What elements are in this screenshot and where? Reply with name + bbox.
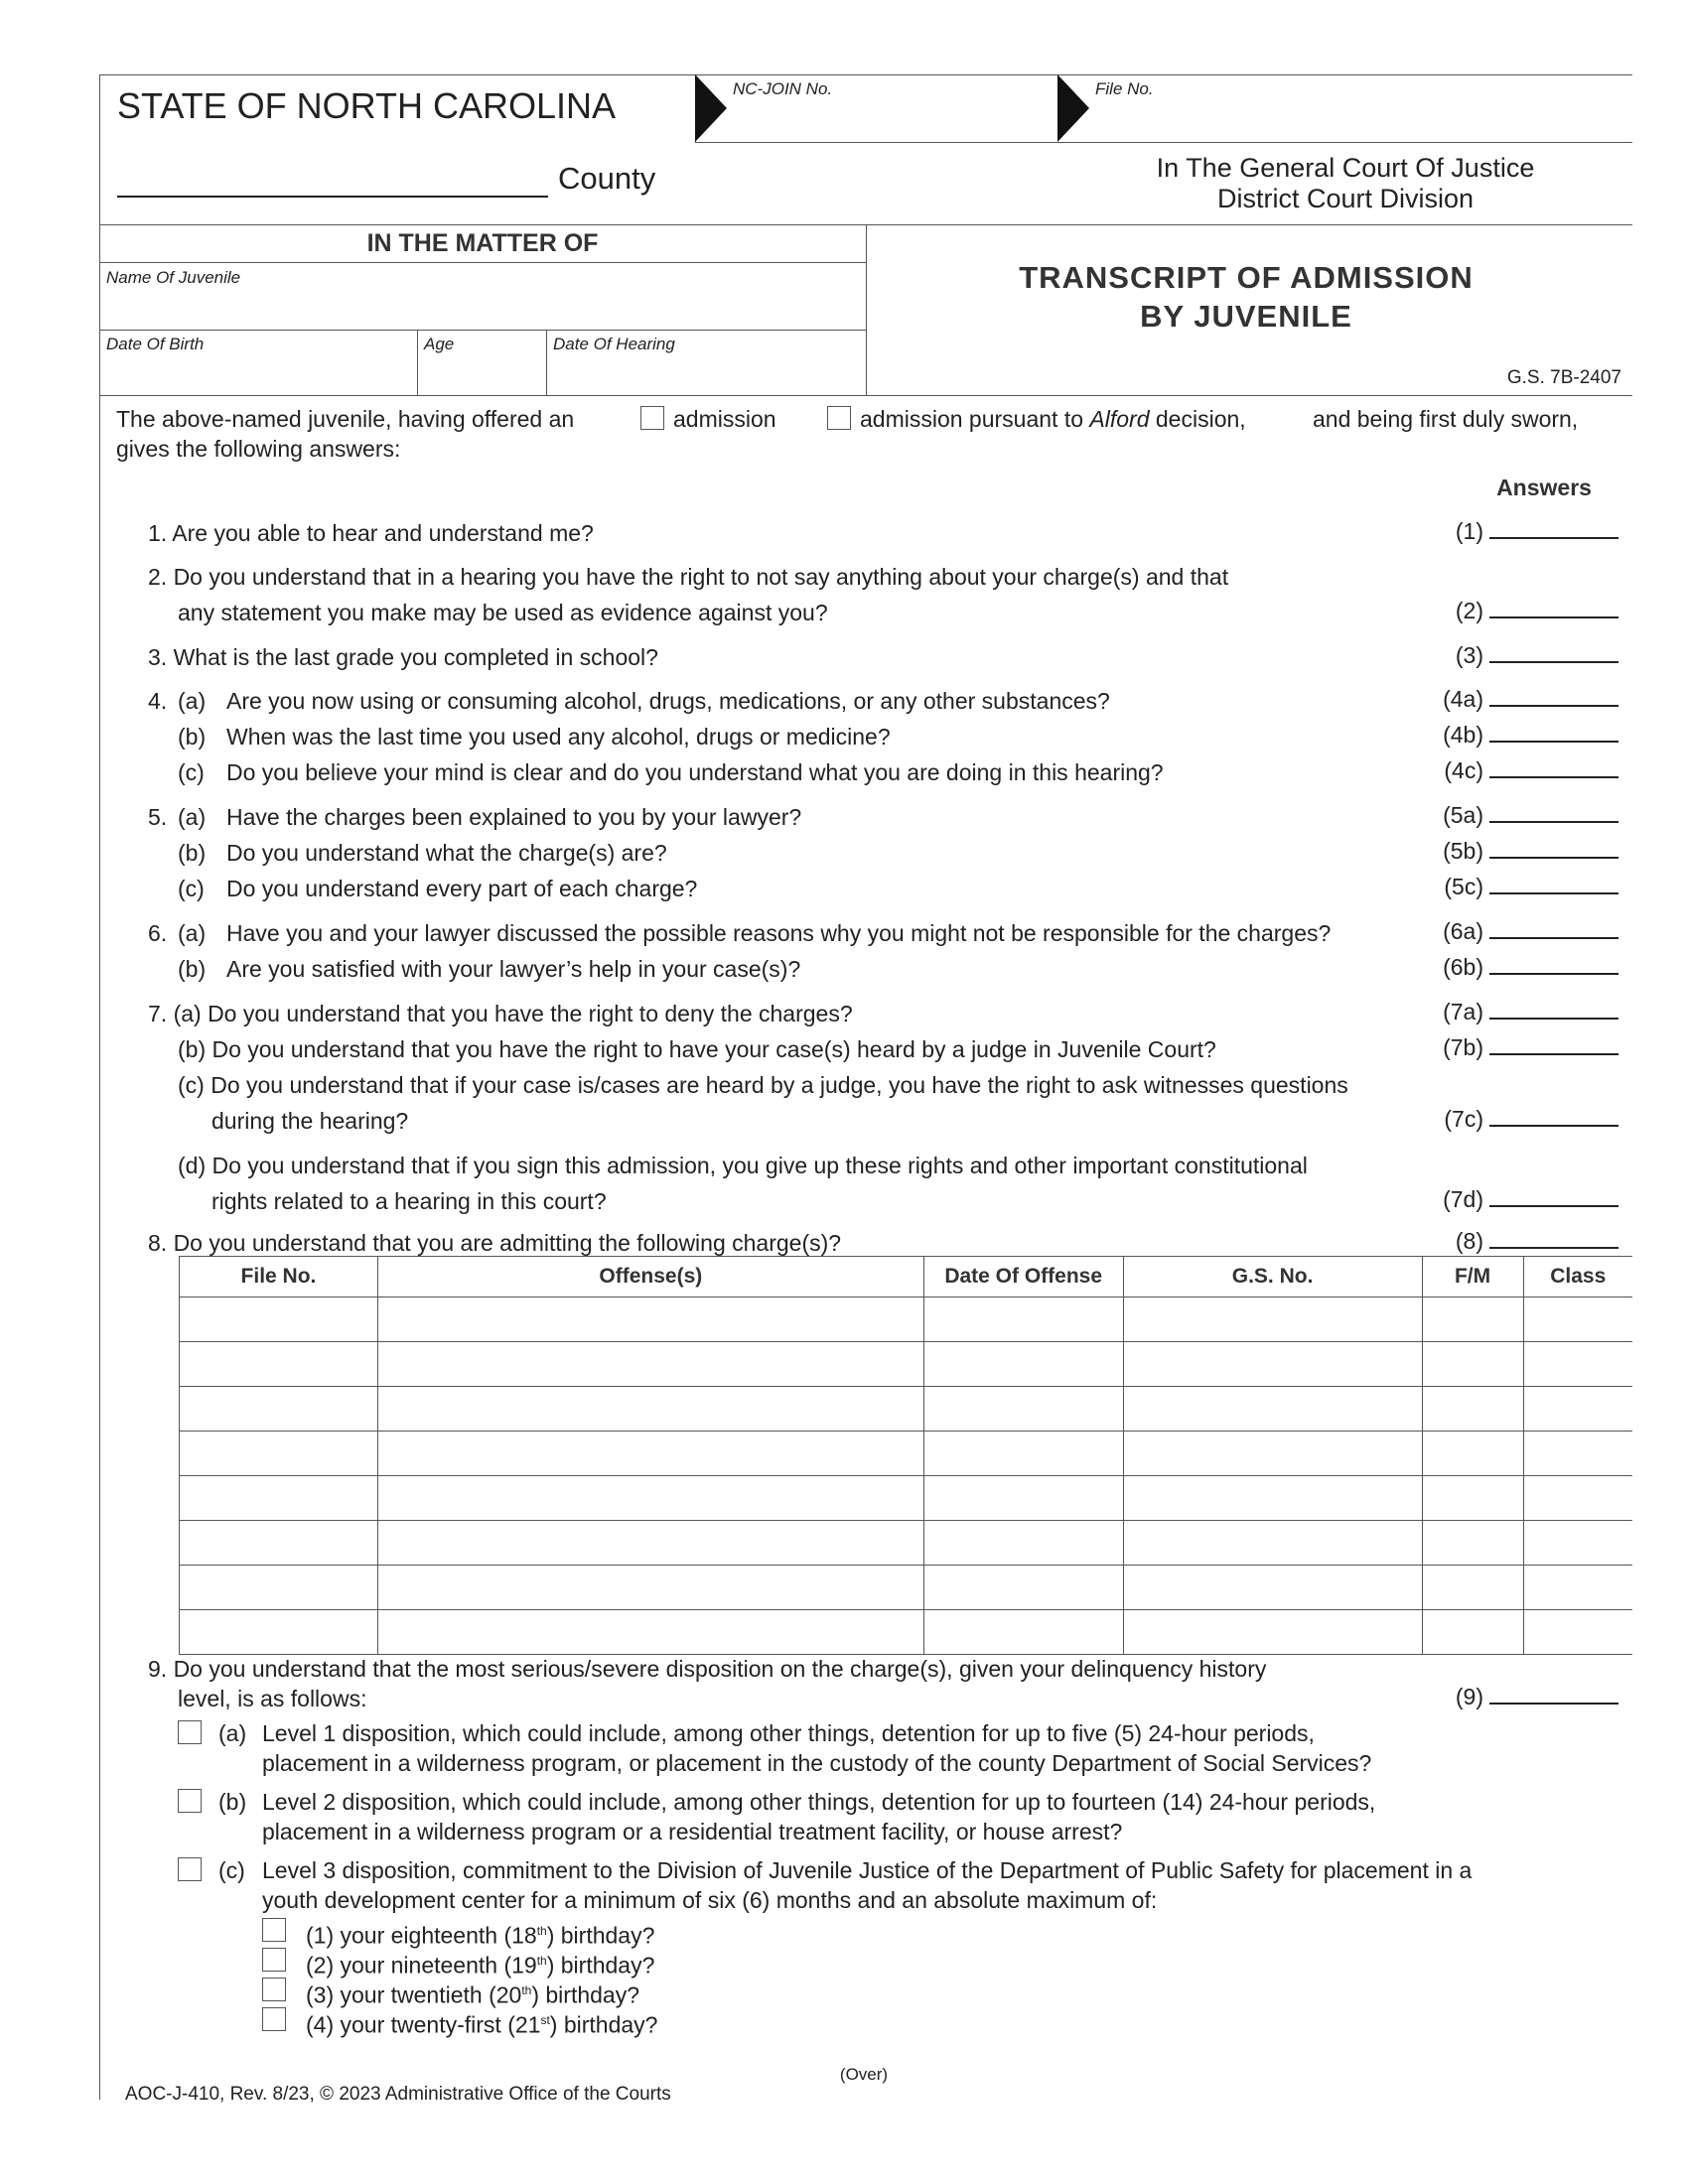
answer-5a-blank[interactable] bbox=[1489, 821, 1618, 823]
admission-option-label: admission bbox=[673, 406, 776, 432]
answer-7a-label: (7a) bbox=[1443, 999, 1483, 1024]
question-5c: Do you understand every part of each charge? bbox=[226, 876, 698, 901]
table-cell[interactable] bbox=[1422, 1521, 1523, 1566]
table-cell[interactable] bbox=[1123, 1342, 1422, 1387]
top-border bbox=[99, 74, 1632, 75]
table-cell[interactable] bbox=[180, 1387, 378, 1432]
col-class: Class bbox=[1523, 1257, 1632, 1297]
charges-header-row bbox=[180, 1257, 1633, 1297]
question-9-line-1: 9. Do you understand that the most serious/severe disposition on the charge(s), given your delinquency history bbox=[148, 1656, 1267, 1682]
juvenile-name-input[interactable] bbox=[103, 290, 862, 326]
table-row bbox=[180, 1432, 1633, 1476]
age-20-sup: th bbox=[521, 1983, 532, 1997]
court-line-2: District Court Division bbox=[1216, 184, 1475, 213]
table-row bbox=[180, 1521, 1633, 1566]
age-hearing-divider bbox=[546, 330, 547, 395]
answer-1-label: (1) bbox=[1455, 518, 1483, 544]
hearing-date-input[interactable] bbox=[550, 357, 862, 391]
juvenile-name-label: Name Of Juvenile bbox=[106, 268, 241, 287]
answer-3-label: (3) bbox=[1455, 642, 1483, 668]
answer-2[interactable] bbox=[1456, 598, 1618, 624]
nc-join-input[interactable] bbox=[731, 99, 1049, 139]
answer-2-label: (2) bbox=[1455, 598, 1483, 623]
question-4c-letter: (c) bbox=[178, 759, 205, 785]
age-21-text: (4) your twenty-first (21 bbox=[306, 2011, 541, 2038]
table-cell[interactable] bbox=[180, 1297, 378, 1342]
table-cell[interactable] bbox=[923, 1297, 1123, 1342]
age-19-sup: th bbox=[536, 1954, 547, 1968]
question-7b: (b) Do you understand that you have the right to have your case(s) heard by a judge in Juvenile Court? bbox=[178, 1036, 1216, 1062]
table-cell[interactable] bbox=[377, 1610, 923, 1655]
question-5-number: 5. bbox=[148, 804, 168, 830]
table-cell[interactable] bbox=[1422, 1297, 1523, 1342]
nc-join-underline bbox=[695, 142, 1632, 143]
answer-7c-blank[interactable] bbox=[1489, 1125, 1618, 1127]
table-cell[interactable] bbox=[1422, 1566, 1523, 1610]
question-5a: Have the charges been explained to you by your lawyer? bbox=[226, 804, 802, 830]
table-cell[interactable] bbox=[1123, 1432, 1422, 1476]
charges-table bbox=[179, 1256, 1632, 1655]
level-1-line-2: placement in a wilderness program, or placement in the custody of the county Department of Social Services? bbox=[262, 1750, 1372, 1776]
nc-join-arrow-icon bbox=[695, 74, 727, 142]
answer-6a-label: (6a) bbox=[1443, 918, 1483, 944]
answer-1-blank[interactable] bbox=[1489, 537, 1618, 539]
answer-7a[interactable] bbox=[1443, 999, 1618, 1025]
answer-5a[interactable] bbox=[1443, 802, 1618, 829]
answer-6b-blank[interactable] bbox=[1489, 973, 1618, 975]
question-7d-line-2: rights related to a hearing in this court? bbox=[211, 1188, 607, 1214]
answer-5b-label: (5b) bbox=[1443, 838, 1483, 864]
answer-7c-label: (7c) bbox=[1444, 1106, 1483, 1132]
answer-8-label: (8) bbox=[1455, 1228, 1483, 1254]
county-blank bbox=[117, 196, 548, 198]
dob-input[interactable] bbox=[103, 357, 413, 391]
answer-3-blank[interactable] bbox=[1489, 661, 1618, 663]
question-6b-letter: (b) bbox=[178, 956, 207, 982]
county-label: County bbox=[558, 161, 656, 196]
answer-9-blank[interactable] bbox=[1489, 1703, 1618, 1705]
question-4c: Do you believe your mind is clear and do you understand what you are doing in this hearing? bbox=[226, 759, 1164, 785]
age-label: Age bbox=[424, 335, 455, 353]
answer-7d[interactable] bbox=[1443, 1186, 1618, 1213]
answer-7a-blank[interactable] bbox=[1489, 1018, 1618, 1020]
question-7c-line-1: (c) Do you understand that if your case is/cases are heard by a judge, you have the right to ask witnesses questions bbox=[178, 1072, 1348, 1098]
table-cell[interactable] bbox=[923, 1566, 1123, 1610]
age-20-text: (3) your twentieth (20 bbox=[306, 1981, 522, 2008]
answers-heading: Answers bbox=[1496, 475, 1592, 500]
table-row bbox=[180, 1476, 1633, 1521]
table-cell[interactable] bbox=[1422, 1342, 1523, 1387]
question-1: 1. Are you able to hear and understand me? bbox=[148, 520, 594, 546]
table-cell[interactable] bbox=[923, 1610, 1123, 1655]
answer-4c-blank[interactable] bbox=[1489, 776, 1618, 778]
question-2-line-1: 2. Do you understand that in a hearing you have the right to not say anything about your charge(s) and that bbox=[148, 564, 1229, 590]
alford-option-label bbox=[860, 404, 1246, 434]
question-7d-line-1: (d) Do you understand that if you sign this admission, you give up these rights and other important constitutional bbox=[178, 1153, 1308, 1178]
question-5c-letter: (c) bbox=[178, 876, 205, 901]
left-border bbox=[99, 74, 100, 2100]
answer-5b[interactable] bbox=[1443, 838, 1618, 865]
answer-6b-label: (6b) bbox=[1443, 954, 1483, 980]
table-row bbox=[180, 1387, 1633, 1432]
table-cell[interactable] bbox=[1123, 1610, 1422, 1655]
name-bottom-line bbox=[99, 330, 866, 331]
table-cell[interactable] bbox=[1422, 1387, 1523, 1432]
matter-title: IN THE MATTER OF bbox=[366, 229, 599, 257]
table-cell[interactable] bbox=[1123, 1387, 1422, 1432]
table-cell[interactable] bbox=[1422, 1610, 1523, 1655]
col-offense: Offense(s) bbox=[377, 1257, 923, 1297]
level-2-line-2: placement in a wilderness program or a residential treatment facility, or house arrest? bbox=[262, 1819, 1123, 1844]
level-1-line-1: Level 1 disposition, which could include, among other things, detention for up to five (5) 24-hour periods, bbox=[262, 1720, 1315, 1746]
col-date-of-offense: Date Of Offense bbox=[923, 1257, 1123, 1297]
table-cell[interactable] bbox=[1523, 1476, 1632, 1521]
table-row bbox=[180, 1566, 1633, 1610]
table-cell[interactable] bbox=[1123, 1476, 1422, 1521]
question-4b: When was the last time you used any alcohol, drugs or medicine? bbox=[226, 724, 891, 750]
age-18-sup: th bbox=[536, 1924, 547, 1938]
table-cell[interactable] bbox=[180, 1432, 378, 1476]
answer-4a[interactable] bbox=[1443, 686, 1618, 713]
table-cell[interactable] bbox=[180, 1521, 378, 1566]
matter-title-line bbox=[99, 262, 866, 263]
answer-5a-label: (5a) bbox=[1443, 802, 1483, 828]
level-1-letter: (a) bbox=[218, 1720, 247, 1746]
question-8: 8. Do you understand that you are admitting the following charge(s)? bbox=[148, 1230, 842, 1256]
question-9-line-2: level, is as follows: bbox=[178, 1686, 367, 1711]
intro-prefix: The above-named juvenile, having offered an bbox=[116, 406, 575, 432]
answer-3[interactable] bbox=[1456, 642, 1618, 669]
col-gs-no: G.S. No. bbox=[1123, 1257, 1422, 1297]
intro-line-2: gives the following answers: bbox=[116, 436, 401, 462]
question-2-line-2: any statement you make may be used as evidence against you? bbox=[178, 600, 828, 625]
table-row bbox=[180, 1297, 1633, 1342]
answer-5c-blank[interactable] bbox=[1489, 892, 1618, 894]
age-19-text: (2) your nineteenth (19 bbox=[306, 1952, 537, 1979]
table-row bbox=[180, 1610, 1633, 1655]
table-cell[interactable] bbox=[1523, 1521, 1632, 1566]
table-cell[interactable] bbox=[377, 1297, 923, 1342]
table-cell[interactable] bbox=[377, 1342, 923, 1387]
col-fm: F/M bbox=[1422, 1257, 1523, 1297]
alford-prefix: admission pursuant to bbox=[860, 406, 1090, 432]
answer-5c-label: (5c) bbox=[1444, 874, 1483, 899]
table-cell[interactable] bbox=[1523, 1566, 1632, 1610]
table-row bbox=[180, 1342, 1633, 1387]
age-18-checkbox[interactable] bbox=[262, 1918, 286, 1942]
question-7c-line-2: during the hearing? bbox=[211, 1108, 409, 1134]
age-19-end: ) birthday? bbox=[546, 1952, 655, 1979]
intro-suffix: and being first duly sworn, bbox=[1313, 406, 1579, 432]
state-title: STATE OF NORTH CAROLINA bbox=[117, 85, 617, 126]
form-id: AOC-J-410, Rev. 8/23, © 2023 Administrative Office of the Courts bbox=[125, 2084, 671, 2105]
answer-5c[interactable] bbox=[1444, 874, 1618, 900]
question-5b: Do you understand what the charge(s) are? bbox=[226, 840, 667, 866]
table-cell[interactable] bbox=[923, 1432, 1123, 1476]
question-4-number: 4. bbox=[148, 688, 168, 714]
level-3-line-2: youth development center for a minimum of six (6) months and an absolute maximum of: bbox=[262, 1887, 1158, 1913]
matter-divider bbox=[866, 224, 867, 395]
question-3: 3. What is the last grade you completed in school? bbox=[148, 644, 658, 670]
table-cell[interactable] bbox=[1123, 1566, 1422, 1610]
answer-8-blank[interactable] bbox=[1489, 1247, 1618, 1249]
age-21-sup: st bbox=[540, 2013, 550, 2027]
answer-7c[interactable] bbox=[1444, 1106, 1618, 1133]
alford-suffix: decision, bbox=[1149, 406, 1246, 432]
alford-admission-checkbox[interactable] bbox=[827, 406, 851, 430]
answer-5b-blank[interactable] bbox=[1489, 857, 1618, 859]
file-no-label: File No. bbox=[1095, 79, 1154, 98]
age-19-checkbox[interactable] bbox=[262, 1948, 286, 1972]
answer-9-label: (9) bbox=[1455, 1684, 1483, 1709]
hearing-date-label: Date Of Hearing bbox=[553, 335, 675, 353]
age-input[interactable] bbox=[421, 357, 542, 391]
table-cell[interactable] bbox=[1523, 1610, 1632, 1655]
level-1-checkbox[interactable] bbox=[178, 1720, 202, 1744]
table-cell[interactable] bbox=[180, 1566, 378, 1610]
file-no-input[interactable] bbox=[1092, 99, 1628, 139]
age-20-checkbox[interactable] bbox=[262, 1978, 286, 2001]
table-cell[interactable] bbox=[923, 1476, 1123, 1521]
answer-7b[interactable] bbox=[1443, 1034, 1618, 1061]
table-cell[interactable] bbox=[377, 1566, 923, 1610]
answer-7d-blank[interactable] bbox=[1489, 1205, 1618, 1207]
question-7a: 7. (a) Do you understand that you have the right to deny the charges? bbox=[148, 1001, 853, 1026]
nc-join-label: NC-JOIN No. bbox=[733, 79, 833, 98]
age-21-end: ) birthday? bbox=[549, 2011, 658, 2038]
table-cell[interactable] bbox=[1523, 1297, 1632, 1342]
answer-4b[interactable] bbox=[1443, 722, 1618, 749]
answer-7b-label: (7b) bbox=[1443, 1034, 1483, 1060]
table-cell[interactable] bbox=[377, 1521, 923, 1566]
question-6a: Have you and your lawyer discussed the possible reasons why you might not be responsible for the charges? bbox=[226, 920, 1332, 946]
answer-4b-blank[interactable] bbox=[1489, 741, 1618, 743]
question-4a-letter: (a) bbox=[178, 688, 207, 714]
table-cell[interactable] bbox=[1523, 1342, 1632, 1387]
table-cell[interactable] bbox=[923, 1342, 1123, 1387]
answer-7b-blank[interactable] bbox=[1489, 1053, 1618, 1055]
over-note: (Over) bbox=[839, 2065, 889, 2084]
answer-1[interactable] bbox=[1456, 518, 1618, 545]
table-cell[interactable] bbox=[1123, 1521, 1422, 1566]
question-6b: Are you satisfied with your lawyer’s help in your case(s)? bbox=[226, 956, 801, 982]
admission-checkbox[interactable] bbox=[640, 406, 664, 430]
age-20-end: ) birthday? bbox=[531, 1981, 640, 2008]
table-cell[interactable] bbox=[377, 1387, 923, 1432]
answer-7d-label: (7d) bbox=[1443, 1186, 1483, 1212]
table-cell[interactable] bbox=[180, 1476, 378, 1521]
question-5a-letter: (a) bbox=[178, 804, 207, 830]
table-cell[interactable] bbox=[377, 1476, 923, 1521]
answer-9[interactable] bbox=[1456, 1684, 1618, 1710]
table-cell[interactable] bbox=[180, 1342, 378, 1387]
table-cell[interactable] bbox=[1422, 1432, 1523, 1476]
question-6a-letter: (a) bbox=[178, 920, 207, 946]
question-5b-letter: (b) bbox=[178, 840, 207, 866]
col-file-no: File No. bbox=[180, 1257, 378, 1297]
statute-ref: G.S. 7B-2407 bbox=[1506, 367, 1621, 388]
answer-4a-label: (4a) bbox=[1443, 686, 1483, 712]
answer-6a-blank[interactable] bbox=[1489, 937, 1618, 939]
age-21-checkbox[interactable] bbox=[262, 2007, 286, 2031]
level-3-line-1: Level 3 disposition, commitment to the Division of Juvenile Justice of the Department of Public Safety for placement in a bbox=[262, 1857, 1473, 1883]
alford-italic: Alford bbox=[1089, 406, 1150, 432]
level-3-checkbox[interactable] bbox=[178, 1857, 202, 1881]
dob-age-divider bbox=[417, 330, 418, 395]
table-cell[interactable] bbox=[923, 1387, 1123, 1432]
level-2-line-1: Level 2 disposition, which could include, among other things, detention for up to fourteen (14) 24-hour periods, bbox=[262, 1789, 1376, 1815]
file-no-arrow-icon bbox=[1057, 74, 1089, 142]
table-cell[interactable] bbox=[1523, 1432, 1632, 1476]
answer-4a-blank[interactable] bbox=[1489, 705, 1618, 707]
table-cell[interactable] bbox=[1123, 1297, 1422, 1342]
answer-6a[interactable] bbox=[1443, 918, 1618, 945]
age-18-text: (1) your eighteenth (18 bbox=[306, 1922, 537, 1949]
matter-bottom-line bbox=[99, 395, 1632, 396]
answer-4c-label: (4c) bbox=[1444, 757, 1483, 783]
table-cell[interactable] bbox=[923, 1521, 1123, 1566]
table-cell[interactable] bbox=[377, 1432, 923, 1476]
answer-4c[interactable] bbox=[1444, 757, 1618, 784]
answer-8[interactable] bbox=[1456, 1228, 1618, 1255]
answer-6b[interactable] bbox=[1443, 954, 1618, 981]
age-18-end: ) birthday? bbox=[546, 1922, 655, 1949]
level-2-letter: (b) bbox=[218, 1789, 247, 1815]
age-21-option bbox=[306, 2005, 657, 2040]
table-cell[interactable] bbox=[1422, 1476, 1523, 1521]
form-title-line-2: BY JUVENILE bbox=[1140, 299, 1352, 334]
level-2-checkbox[interactable] bbox=[178, 1789, 202, 1813]
court-line-1: In The General Court Of Justice bbox=[1156, 153, 1535, 183]
question-6-number: 6. bbox=[148, 920, 168, 946]
answer-2-blank[interactable] bbox=[1489, 616, 1618, 618]
table-cell[interactable] bbox=[180, 1610, 378, 1655]
form-title-line-1: TRANSCRIPT OF ADMISSION bbox=[1019, 260, 1474, 295]
level-3-letter: (c) bbox=[218, 1857, 245, 1883]
question-4a: Are you now using or consuming alcohol, drugs, medications, or any other substances? bbox=[226, 688, 1110, 714]
dob-label: Date Of Birth bbox=[106, 335, 205, 353]
answer-4b-label: (4b) bbox=[1443, 722, 1483, 748]
question-4b-letter: (b) bbox=[178, 724, 207, 750]
table-cell[interactable] bbox=[1523, 1387, 1632, 1432]
